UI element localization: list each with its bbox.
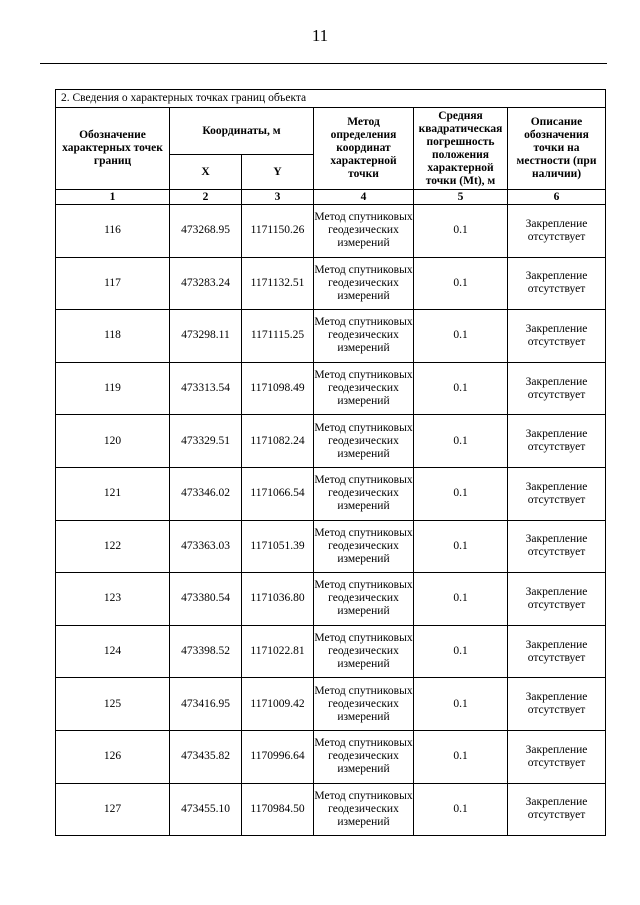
y-coordinate-cell: 1171009.42 bbox=[242, 678, 314, 731]
method-cell: Метод спутниковых геодезических измерений bbox=[314, 730, 414, 783]
accuracy-cell: 0.1 bbox=[414, 415, 508, 468]
column-numbers-row bbox=[56, 190, 606, 205]
y-coordinate-cell: 1170996.64 bbox=[242, 730, 314, 783]
accuracy-cell: 0.1 bbox=[414, 783, 508, 836]
accuracy-cell: 0.1 bbox=[414, 625, 508, 678]
table-row bbox=[56, 678, 606, 731]
y-coordinate-cell: 1171150.26 bbox=[242, 205, 314, 258]
accuracy-cell: 0.1 bbox=[414, 678, 508, 731]
column-number: 2 bbox=[170, 190, 242, 205]
method-cell: Метод спутниковых геодезических измерений bbox=[314, 520, 414, 573]
header-rule bbox=[40, 63, 607, 64]
description-cell: Закрепление отсутствует bbox=[508, 625, 606, 678]
point-cell: 118 bbox=[56, 310, 170, 363]
table-body bbox=[56, 205, 606, 836]
x-coordinate-cell: 473380.54 bbox=[170, 573, 242, 626]
point-cell: 125 bbox=[56, 678, 170, 731]
x-coordinate-cell: 473298.11 bbox=[170, 310, 242, 363]
description-cell: Закрепление отсутствует bbox=[508, 257, 606, 310]
table-row bbox=[56, 362, 606, 415]
description-cell: Закрепление отсутствует bbox=[508, 678, 606, 731]
description-cell: Закрепление отсутствует bbox=[508, 415, 606, 468]
column-number: 3 bbox=[242, 190, 314, 205]
table-row bbox=[56, 310, 606, 363]
table-row bbox=[56, 625, 606, 678]
y-coordinate-cell: 1171022.81 bbox=[242, 625, 314, 678]
section-title: 2. Сведения о характерных точках границ объекта bbox=[56, 90, 606, 108]
point-cell: 127 bbox=[56, 783, 170, 836]
x-coordinate-cell: 473329.51 bbox=[170, 415, 242, 468]
x-coordinate-cell: 473283.24 bbox=[170, 257, 242, 310]
table-row bbox=[56, 520, 606, 573]
description-cell: Закрепление отсутствует bbox=[508, 310, 606, 363]
method-cell: Метод спутниковых геодезических измерений bbox=[314, 362, 414, 415]
description-cell: Закрепление отсутствует bbox=[508, 783, 606, 836]
method-cell: Метод спутниковых геодезических измерений bbox=[314, 467, 414, 520]
column-number: 1 bbox=[56, 190, 170, 205]
header-coordinates: Координаты, м bbox=[170, 108, 314, 155]
method-cell: Метод спутниковых геодезических измерений bbox=[314, 678, 414, 731]
x-coordinate-cell: 473455.10 bbox=[170, 783, 242, 836]
boundary-points-table bbox=[55, 89, 606, 836]
y-coordinate-cell: 1171115.25 bbox=[242, 310, 314, 363]
description-cell: Закрепление отсутствует bbox=[508, 730, 606, 783]
header-description: Описание обозначения точки на местности (при наличии) bbox=[508, 108, 606, 190]
method-cell: Метод спутниковых геодезических измерений bbox=[314, 415, 414, 468]
table-row bbox=[56, 467, 606, 520]
header-y: Y bbox=[242, 155, 314, 190]
description-cell: Закрепление отсутствует bbox=[508, 205, 606, 258]
accuracy-cell: 0.1 bbox=[414, 520, 508, 573]
y-coordinate-cell: 1171051.39 bbox=[242, 520, 314, 573]
method-cell: Метод спутниковых геодезических измерений bbox=[314, 573, 414, 626]
x-coordinate-cell: 473363.03 bbox=[170, 520, 242, 573]
header-accuracy: Средняя квадратическая погрешность положения характерной точки (Mt), м bbox=[414, 108, 508, 190]
y-coordinate-cell: 1170984.50 bbox=[242, 783, 314, 836]
x-coordinate-cell: 473398.52 bbox=[170, 625, 242, 678]
description-cell: Закрепление отсутствует bbox=[508, 520, 606, 573]
header-method: Метод определения координат характерной точки bbox=[314, 108, 414, 190]
x-coordinate-cell: 473313.54 bbox=[170, 362, 242, 415]
point-cell: 122 bbox=[56, 520, 170, 573]
y-coordinate-cell: 1171082.24 bbox=[242, 415, 314, 468]
header-x: X bbox=[170, 155, 242, 190]
method-cell: Метод спутниковых геодезических измерений bbox=[314, 205, 414, 258]
column-number: 6 bbox=[508, 190, 606, 205]
accuracy-cell: 0.1 bbox=[414, 362, 508, 415]
table-row bbox=[56, 205, 606, 258]
header-designation: Обозначение характерных точек границ bbox=[56, 108, 170, 190]
point-cell: 119 bbox=[56, 362, 170, 415]
x-coordinate-cell: 473416.95 bbox=[170, 678, 242, 731]
page-number: 11 bbox=[311, 26, 329, 45]
point-cell: 123 bbox=[56, 573, 170, 626]
table-row bbox=[56, 415, 606, 468]
accuracy-cell: 0.1 bbox=[414, 573, 508, 626]
column-number: 5 bbox=[414, 190, 508, 205]
accuracy-cell: 0.1 bbox=[414, 730, 508, 783]
table-row bbox=[56, 257, 606, 310]
description-cell: Закрепление отсутствует bbox=[508, 362, 606, 415]
method-cell: Метод спутниковых геодезических измерений bbox=[314, 625, 414, 678]
point-cell: 120 bbox=[56, 415, 170, 468]
y-coordinate-cell: 1171132.51 bbox=[242, 257, 314, 310]
accuracy-cell: 0.1 bbox=[414, 257, 508, 310]
y-coordinate-cell: 1171098.49 bbox=[242, 362, 314, 415]
table-row bbox=[56, 783, 606, 836]
method-cell: Метод спутниковых геодезических измерений bbox=[314, 257, 414, 310]
point-cell: 116 bbox=[56, 205, 170, 258]
table-row bbox=[56, 573, 606, 626]
point-cell: 126 bbox=[56, 730, 170, 783]
y-coordinate-cell: 1171036.80 bbox=[242, 573, 314, 626]
point-cell: 124 bbox=[56, 625, 170, 678]
description-cell: Закрепление отсутствует bbox=[508, 467, 606, 520]
method-cell: Метод спутниковых геодезических измерений bbox=[314, 310, 414, 363]
point-cell: 117 bbox=[56, 257, 170, 310]
x-coordinate-cell: 473435.82 bbox=[170, 730, 242, 783]
table-row bbox=[56, 730, 606, 783]
x-coordinate-cell: 473268.95 bbox=[170, 205, 242, 258]
accuracy-cell: 0.1 bbox=[414, 310, 508, 363]
y-coordinate-cell: 1171066.54 bbox=[242, 467, 314, 520]
description-cell: Закрепление отсутствует bbox=[508, 573, 606, 626]
method-cell: Метод спутниковых геодезических измерений bbox=[314, 783, 414, 836]
column-number: 4 bbox=[314, 190, 414, 205]
accuracy-cell: 0.1 bbox=[414, 467, 508, 520]
point-cell: 121 bbox=[56, 467, 170, 520]
x-coordinate-cell: 473346.02 bbox=[170, 467, 242, 520]
accuracy-cell: 0.1 bbox=[414, 205, 508, 258]
